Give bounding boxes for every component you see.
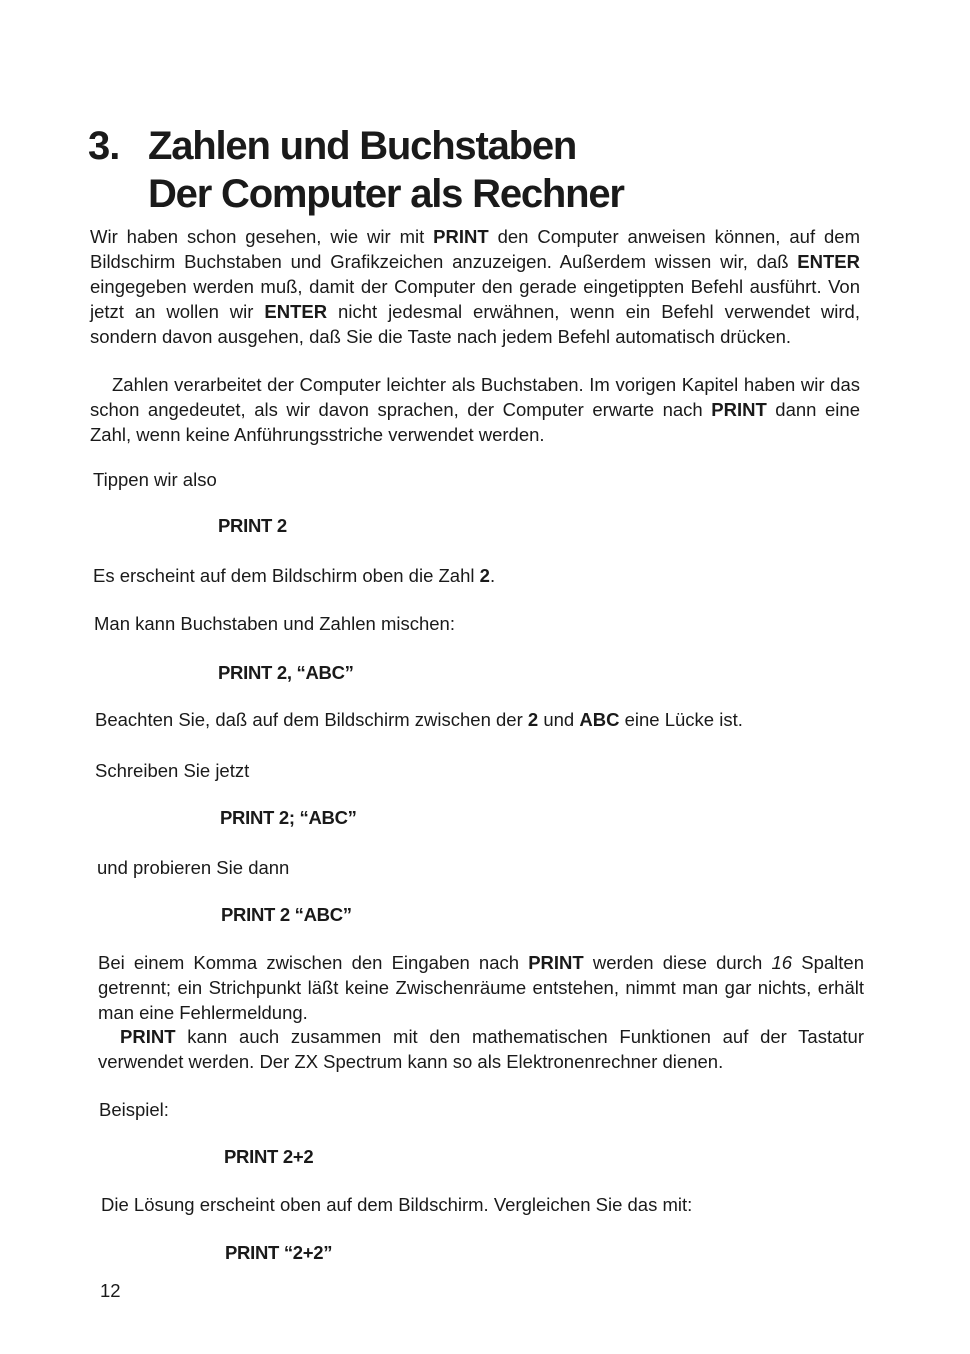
paragraph-intro: Wir haben schon gesehen, wie wir mit PRINT den Computer anweisen können, auf dem Bildschirm Buchstaben und Grafikzeichen anzuzeigen. Außerdem wissen wir, daß ENTER eingegeben werden muß, damit der Computer den gerade eingetippten Befehl ausführt. Von jetzt an wollen wir ENTER nicht jedesmal erwähnen, wenn ein Befehl verwendet wird, sondern davon ausgehen, daß Sie die Taste nach jedem Befehl automatisch drücken. <box>90 226 860 347</box>
text-loesung: Die Lösung erscheint oben auf dem Bildschirm. Vergleichen Sie das mit: <box>101 1194 693 1215</box>
text-mischen: Man kann Buchstaben und Zahlen mischen: <box>94 613 455 634</box>
text-es-erscheint: Es erscheint auf dem Bildschirm oben die Zahl 2. <box>93 565 496 586</box>
code-example-2: PRINT 2, “ABC” <box>218 662 354 683</box>
chapter-title-line-2: Der Computer als Rechner <box>148 172 624 216</box>
paragraph-numbers: Zahlen verarbeitet der Computer leichter als Buchstaben. Im vorigen Kapitel haben wir das schon angedeutet, als wir davon sprachen, der Computer erwarte nach PRINT dann eine Zahl, wenn keine Anführungsstriche verwendet werden. <box>90 374 860 445</box>
text-beispiel: Beispiel: <box>99 1099 169 1120</box>
code-example-4: PRINT 2 “ABC” <box>221 904 352 925</box>
code-example-3: PRINT 2; “ABC” <box>220 807 357 828</box>
chapter-number: 3. <box>88 124 120 168</box>
text-tippen: Tippen wir also <box>93 469 217 490</box>
paragraph-math: PRINT kann auch zusammen mit den mathematischen Funktionen auf der Tastatur verwendet werden. Der ZX Spectrum kann so als Elektronenrechner dienen. <box>98 1026 864 1072</box>
text-schreiben: Schreiben Sie jetzt <box>95 760 250 781</box>
code-example-1: PRINT 2 <box>218 515 287 536</box>
code-example-6: PRINT “2+2” <box>225 1242 333 1263</box>
code-example-5: PRINT 2+2 <box>224 1146 314 1167</box>
chapter-title-line-1: Zahlen und Buchstaben <box>148 124 577 168</box>
page-number: 12 <box>100 1280 121 1301</box>
paragraph-separators: Bei einem Komma zwischen den Eingaben nach PRINT werden diese durch 16 Spalten getrennt; ein Strichpunkt läßt keine Zwischenräume entstehen, nimmt man gar nichts, erhält man eine Fehlermeldung. <box>98 952 864 1023</box>
text-probieren: und probieren Sie dann <box>97 857 290 878</box>
text-beachten: Beachten Sie, daß auf dem Bildschirm zwischen der 2 und ABC eine Lücke ist. <box>95 709 743 730</box>
